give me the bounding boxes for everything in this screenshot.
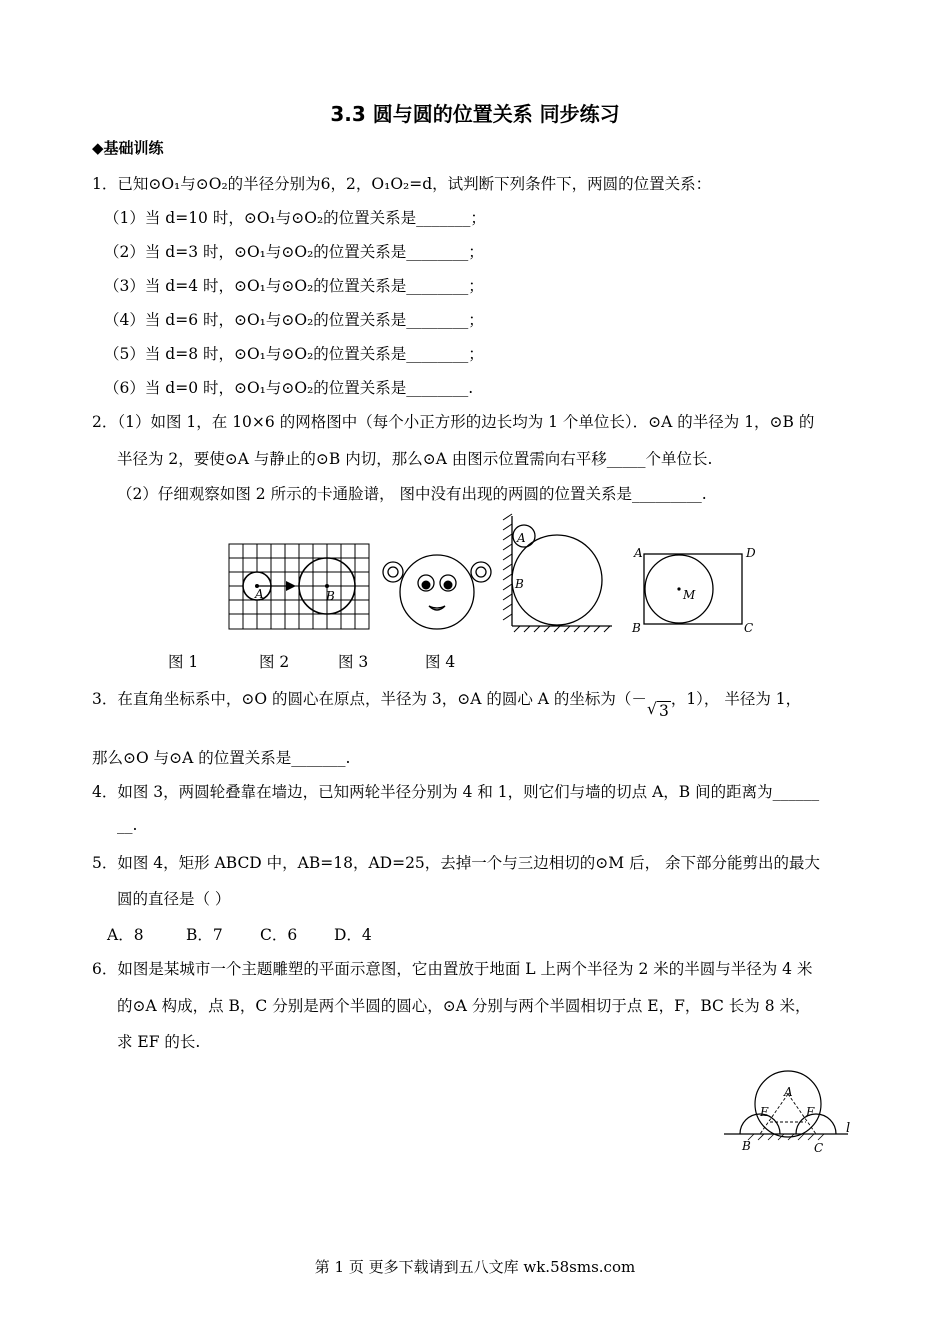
- q4-line-2: __.: [117, 816, 138, 834]
- q3-text-a: 3．在直角坐标系中，⊙O 的圆心在原点，半径为 3，⊙A 的圆心 A 的坐标为（－: [92, 690, 647, 708]
- fig1-label-a: A: [255, 587, 264, 601]
- q5-option-b: B．7: [186, 926, 223, 944]
- q2-line-1: 2．（1）如图 1，在 10×6 的网格图中（每个小正方形的边长均为 1 个单位长）．⊙A 的半径为 1，⊙B 的: [92, 413, 815, 431]
- q3-line-2: 那么⊙O 与⊙A 的位置关系是_______.: [92, 749, 351, 767]
- page-title: 3.3 圆与圆的位置关系 同步练习: [330, 102, 620, 126]
- figure-caption-3: 图 3: [338, 653, 369, 671]
- q1-stem: 1．已知⊙O₁与⊙O₂的半径分别为6，2，O₁O₂=d，试判断下列条件下，两圆的位置关系：: [92, 175, 712, 193]
- page-footer: 第 1 页 更多下载请到五八文库 wk.58sms.com: [314, 1258, 636, 1276]
- q1-item-3: （3）当 d=4 时，⊙O₁与⊙O₂的位置关系是________；: [104, 277, 484, 295]
- q5-option-d: D．4: [334, 926, 372, 944]
- fig6-label-e: E: [760, 1105, 769, 1119]
- q1-item-4: （4）当 d=6 时，⊙O₁与⊙O₂的位置关系是________；: [104, 311, 484, 329]
- figure-caption-4: 图 4: [425, 653, 456, 671]
- figure-2-face: [380, 550, 495, 638]
- q1-item-1: （1）当 d=10 时，⊙O₁与⊙O₂的位置关系是_______；: [104, 209, 486, 227]
- q3-line-1: [92, 687, 802, 720]
- q6-line-2: 的⊙A 构成，点 B，C 分别是两个半圆的圆心，⊙A 分别与两个半圆相切于点 E，F，BC 长为 8 米，: [117, 997, 811, 1015]
- q1-item-6: （6）当 d=0 时，⊙O₁与⊙O₂的位置关系是________.: [104, 379, 474, 397]
- figure-1-grid: [226, 540, 376, 635]
- q6-line-3: 求 EF 的长.: [117, 1033, 201, 1051]
- fig6-label-f: F: [806, 1105, 815, 1119]
- q4-line-1: 4．如图 3，两圆轮叠靠在墙边，已知两轮半径分别为 4 和 1，则它们与墙的切点 A，B 间的距离为______: [92, 783, 820, 801]
- fig3-label-a: A: [517, 531, 526, 545]
- figure-caption-2: 图 2: [259, 653, 290, 671]
- q3-text-b: ，1）， 半径为 1，: [670, 690, 802, 708]
- fig6-label-l: l: [846, 1121, 851, 1136]
- q2-line-2: 半径为 2，要使⊙A 与静止的⊙B 内切，那么⊙A 由图示位置需向右平移_____个单位长.: [117, 450, 713, 468]
- fig4-label-c: C: [744, 621, 754, 635]
- fig6-label-c: C: [814, 1141, 824, 1155]
- fig4-label-a: A: [634, 546, 643, 560]
- sqrt-radicand: 3: [658, 702, 669, 720]
- section-heading: ◆基础训练: [92, 139, 164, 157]
- q5-line-1: 5．如图 4，矩形 ABCD 中，AB=18，AD=25，去掉一个与三边相切的⊙M 后， 余下部分能剪出的最大: [92, 854, 821, 872]
- fig1-label-b: B: [326, 589, 335, 603]
- fig4-label-b: B: [632, 621, 641, 635]
- q5-option-c: C．6: [260, 926, 298, 944]
- figure-4-rectangle: [628, 540, 763, 636]
- q1-item-5: （5）当 d=8 时，⊙O₁与⊙O₂的位置关系是________；: [104, 345, 484, 363]
- q5-option-a: A．8: [107, 926, 144, 944]
- q1-item-2: （2）当 d=3 时，⊙O₁与⊙O₂的位置关系是________；: [104, 243, 484, 261]
- figure-6-sculpture: [718, 1060, 860, 1158]
- sqrt-expression: √ 3: [646, 700, 669, 720]
- q6-line-1: 6．如图是某城市一个主题雕塑的平面示意图，它由置放于地面 L 上两个半径为 2 米的半圆与半径为 4 米: [92, 960, 813, 978]
- fig6-label-a: A: [784, 1085, 793, 1099]
- figure-caption-1: 图 1: [168, 653, 199, 671]
- fig6-label-b: B: [742, 1139, 751, 1153]
- fig3-label-b: B: [515, 577, 524, 591]
- fig4-label-d: D: [746, 546, 756, 560]
- figure-3-wheels: [500, 512, 618, 634]
- q2-line-3: （2）仔细观察如图 2 所示的卡通脸谱， 图中没有出现的两圆的位置关系是_________.: [117, 485, 707, 503]
- fig4-label-m: M: [683, 588, 696, 602]
- q5-line-2: 圆的直径是（ ）: [117, 890, 231, 908]
